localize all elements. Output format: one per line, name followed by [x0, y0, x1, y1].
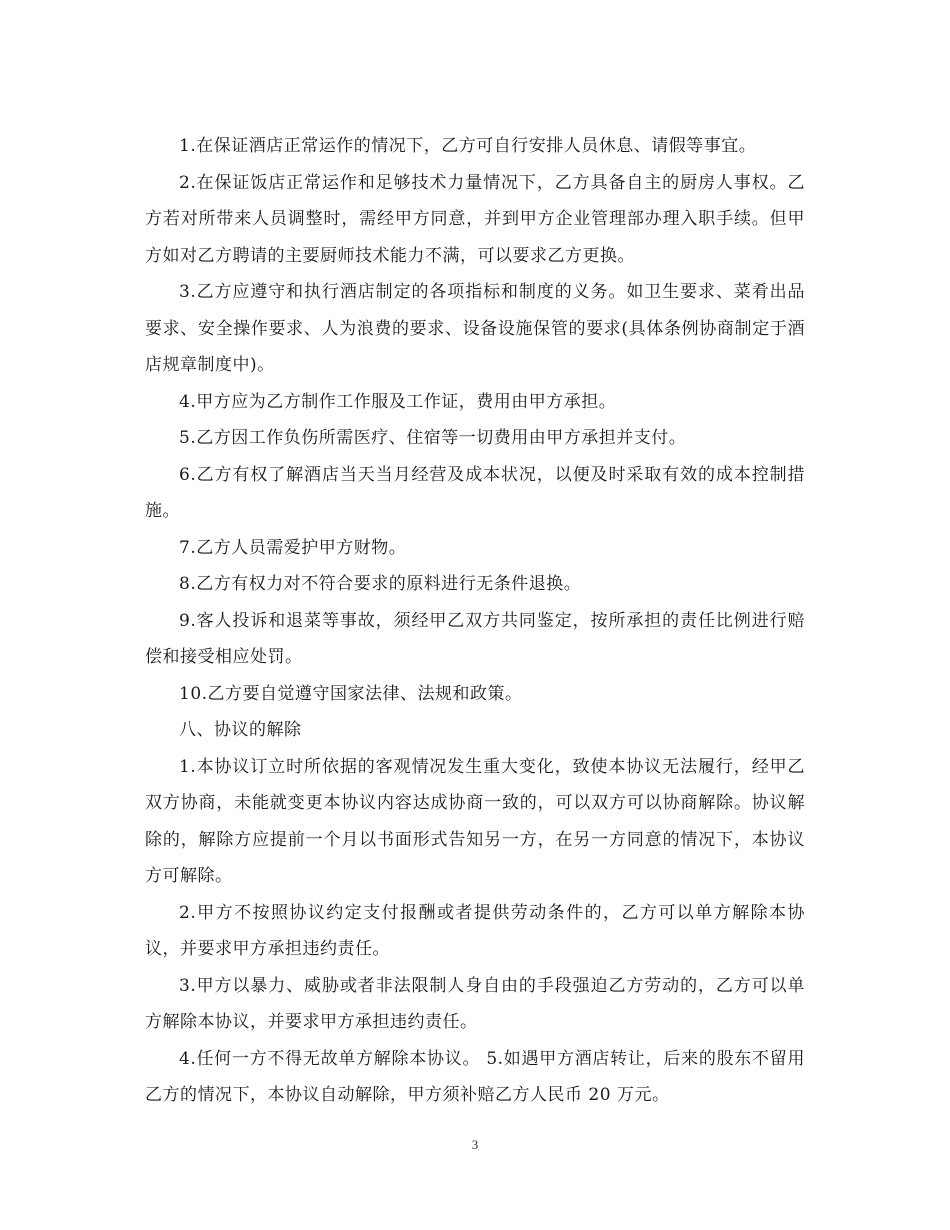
paragraph-termination-circumstances: 1.本协议订立时所依据的客观情况发生重大变化，致使本协议无法履行，经甲乙 双方协商，未能就变更本协议内容达成协商一致的，可以双方可以协商解除。协议解除的，解除方应提前一个月以书面形式告知另一方，在另一方同意的情况下，本协议方可解除。	[145, 756, 805, 886]
paragraph-customer-complaints: 9.客人投诉和退菜等事故，须经甲乙双方共同鉴定，按所承担的责任比例进行赔偿和接受相应处罚。	[145, 610, 805, 667]
page-number: 3	[471, 1137, 479, 1152]
paragraph-work-uniform: 4.甲方应为乙方制作工作服及工作证，费用由甲方承担。	[179, 391, 617, 412]
document-body	[145, 128, 805, 1114]
section-heading-termination: 八、协议的解除	[179, 720, 302, 740]
paragraph-protect-property: 7.乙方人员需爱护甲方财物。	[179, 537, 407, 558]
paragraph-hotel-rules: 3.乙方应遵守和执行酒店制定的各项指标和制度的义务。如卫生要求、菜肴出品要求、安全操作要求、人为浪费的要求、设备设施保管的要求(具体条例协商制定于酒店规章制度中)。	[145, 282, 805, 375]
paragraph-termination-coercion: 3.甲方以暴力、威胁或者非法限制人身自由的手段强迫乙方劳动的，乙方可以单方解除本协议，并要求甲方承担违约责任。	[145, 975, 805, 1032]
paragraph-kitchen-personnel: 2.在保证饭店正常运作和足够技术力量情况下，乙方具备自主的厨房人事权。乙方若对所带来人员调整时，需经甲方同意，并到甲方企业管理部办理入职手续。但甲方如对乙方聘请的主要厨师技术能力不满，可以要求乙方更换。	[145, 172, 805, 266]
paragraph-cost-status: 6.乙方有权了解酒店当天当月经营及成本状况，以便及时采取有效的成本控制措施。	[145, 464, 805, 521]
paragraph-rest-arrangement: 1.在保证酒店正常运作的情况下，乙方可自行安排人员休息、请假等事宜。	[179, 136, 757, 156]
paragraph-obey-laws: 10.乙方要自觉遵守国家法律、法规和政策。	[179, 683, 523, 704]
paragraph-injury-costs: 5.乙方因工作负伤所需医疗、住宿等一切费用由甲方承担并支付。	[179, 428, 687, 448]
paragraph-termination-payment: 2.甲方不按照协议约定支付报酬或者提供劳动条件的，乙方可以单方解除本协议，并要求甲方承担违约责任。	[145, 902, 805, 959]
paragraph-material-return: 8.乙方有权力对不符合要求的原料进行无条件退换。	[179, 574, 582, 594]
paragraph-termination-unilateral: 4.任何一方不得无故单方解除本协议。 5.如遇甲方酒店转让，后来的股东不留用乙方的情况下，本协议自动解除，甲方须补赔乙方人民币 20 万元。	[145, 1048, 805, 1105]
